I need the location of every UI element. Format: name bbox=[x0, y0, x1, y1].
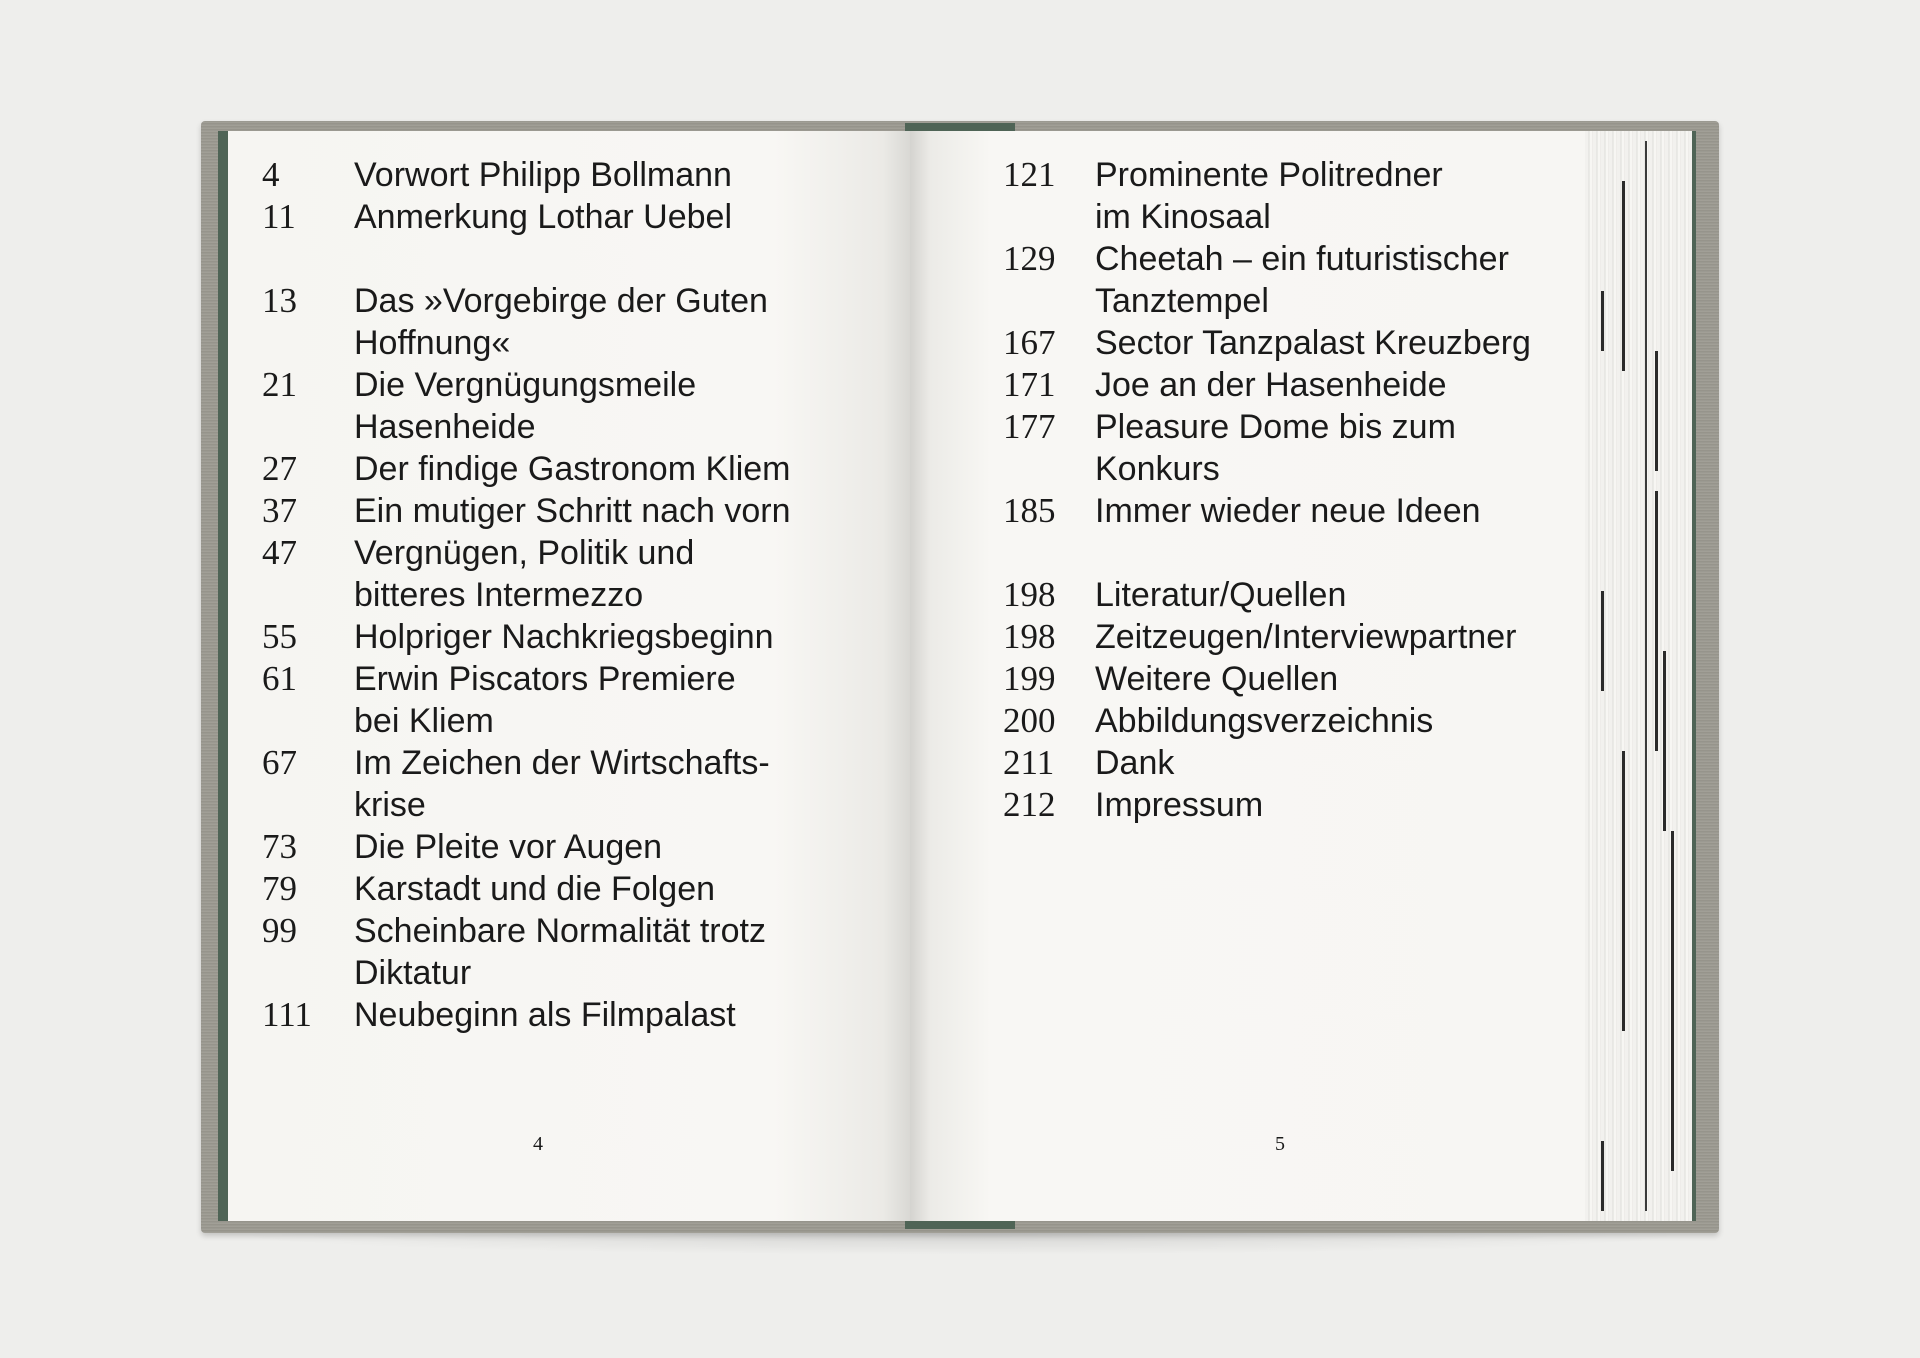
toc-page-number: 79 bbox=[262, 869, 297, 908]
toc-title: Zeitzeugen/Interviewpartner bbox=[1095, 618, 1517, 656]
toc-section-gap bbox=[1003, 532, 1531, 574]
toc-entry bbox=[1003, 700, 1531, 742]
toc-entry bbox=[262, 448, 791, 490]
toc-title: Vergnügen, Politik und bitteres Intermezzo bbox=[354, 534, 695, 614]
toc-page-number: 129 bbox=[1003, 239, 1056, 278]
toc-page-number: 199 bbox=[1003, 659, 1056, 698]
toc-entry bbox=[1003, 784, 1531, 826]
tab-marker bbox=[1601, 291, 1604, 351]
toc-entry bbox=[1003, 742, 1531, 784]
toc-entry bbox=[262, 196, 791, 238]
toc-page-number: 212 bbox=[1003, 785, 1056, 824]
toc-entry bbox=[1003, 616, 1531, 658]
toc-title: Literatur/Quellen bbox=[1095, 576, 1347, 614]
toc-entry bbox=[1003, 238, 1531, 322]
toc-page-number: 111 bbox=[262, 995, 312, 1034]
toc-entry bbox=[1003, 406, 1531, 490]
spine-tailband bbox=[905, 1221, 1015, 1229]
toc-title: Karstadt und die Folgen bbox=[354, 870, 716, 908]
toc-page-number: 198 bbox=[1003, 575, 1056, 614]
toc-entry bbox=[262, 994, 791, 1036]
toc-title: Weitere Quellen bbox=[1095, 660, 1339, 698]
toc-title: Anmerkung Lothar Uebel bbox=[354, 198, 733, 236]
toc-entry bbox=[1003, 658, 1531, 700]
toc-page-number: 121 bbox=[1003, 155, 1056, 194]
toc-page-number: 47 bbox=[262, 533, 297, 572]
toc-page-number: 27 bbox=[262, 449, 297, 488]
toc-title: Im Zeichen der Wirtschafts- krise bbox=[354, 744, 770, 824]
toc-page-number: 177 bbox=[1003, 407, 1056, 446]
toc-page-number: 73 bbox=[262, 827, 297, 866]
toc-entry bbox=[262, 826, 791, 868]
toc-title: Immer wieder neue Ideen bbox=[1095, 492, 1481, 530]
toc-title: Die Vergnügungsmeile Hasenheide bbox=[354, 366, 697, 446]
toc-title: Erwin Piscators Premiere bei Kliem bbox=[354, 660, 736, 740]
toc-entry bbox=[262, 490, 791, 532]
toc-page-number: 11 bbox=[262, 197, 296, 236]
toc-page-number: 99 bbox=[262, 911, 297, 950]
toc-entry bbox=[262, 910, 791, 994]
toc-title: Prominente Politredner im Kinosaal bbox=[1095, 156, 1443, 236]
toc-page-number: 211 bbox=[1003, 743, 1055, 782]
page-number-left: 4 bbox=[533, 1133, 543, 1155]
toc-title: Holpriger Nachkriegsbeginn bbox=[354, 618, 774, 656]
table-of-contents-right bbox=[1003, 154, 1531, 826]
toc-entry bbox=[262, 616, 791, 658]
toc-page-number: 200 bbox=[1003, 701, 1056, 740]
toc-entry bbox=[262, 658, 791, 742]
page-number-right: 5 bbox=[1275, 1133, 1285, 1155]
tab-marker bbox=[1622, 751, 1625, 1031]
tab-marker bbox=[1655, 351, 1658, 471]
tab-marker bbox=[1655, 491, 1658, 751]
toc-page-number: 185 bbox=[1003, 491, 1056, 530]
toc-entry bbox=[262, 868, 791, 910]
toc-title: Sector Tanzpalast Kreuzberg bbox=[1095, 324, 1531, 362]
toc-section-gap bbox=[262, 238, 791, 280]
toc-entry bbox=[262, 280, 791, 364]
toc-page-number: 21 bbox=[262, 365, 297, 404]
toc-title: Pleasure Dome bis zum Konkurs bbox=[1095, 408, 1456, 488]
toc-page-number: 198 bbox=[1003, 617, 1056, 656]
table-of-contents-left bbox=[262, 154, 791, 1036]
toc-entry bbox=[1003, 154, 1531, 238]
toc-page-number: 67 bbox=[262, 743, 297, 782]
toc-page-number: 171 bbox=[1003, 365, 1056, 404]
toc-page-number: 4 bbox=[262, 155, 280, 194]
tab-marker bbox=[1601, 591, 1604, 691]
toc-title: Abbildungsverzeichnis bbox=[1095, 702, 1434, 740]
tab-marker bbox=[1645, 141, 1647, 1211]
toc-title: Das »Vorgebirge der Guten Hoffnung« bbox=[354, 282, 768, 362]
spine-headband bbox=[905, 123, 1015, 131]
tab-marker bbox=[1622, 181, 1625, 371]
toc-title: Impressum bbox=[1095, 786, 1264, 824]
toc-title: Die Pleite vor Augen bbox=[354, 828, 663, 866]
toc-title: Cheetah – ein futuristischer Tanztempel bbox=[1095, 240, 1509, 320]
toc-page-number: 37 bbox=[262, 491, 297, 530]
tab-marker bbox=[1601, 1141, 1604, 1211]
toc-page-number: 55 bbox=[262, 617, 297, 656]
toc-page-number: 13 bbox=[262, 281, 297, 320]
toc-page-number: 61 bbox=[262, 659, 297, 698]
toc-entry bbox=[1003, 574, 1531, 616]
toc-title: Scheinbare Normalität trotz Diktatur bbox=[354, 912, 766, 992]
toc-entry bbox=[1003, 490, 1531, 532]
toc-entry bbox=[1003, 322, 1531, 364]
page-edge-stack bbox=[1585, 131, 1692, 1221]
toc-entry bbox=[262, 532, 791, 616]
toc-entry bbox=[262, 364, 791, 448]
tab-marker bbox=[1663, 651, 1666, 831]
toc-entry bbox=[262, 154, 791, 196]
toc-entry bbox=[1003, 364, 1531, 406]
toc-title: Joe an der Hasenheide bbox=[1095, 366, 1447, 404]
toc-title: Vorwort Philipp Bollmann bbox=[354, 156, 732, 194]
tab-marker bbox=[1671, 831, 1674, 1171]
toc-entry bbox=[262, 742, 791, 826]
toc-title: Dank bbox=[1095, 744, 1175, 782]
toc-page-number: 167 bbox=[1003, 323, 1056, 362]
toc-title: Neubeginn als Filmpalast bbox=[354, 996, 736, 1034]
toc-title: Ein mutiger Schritt nach vorn bbox=[354, 492, 791, 530]
toc-title: Der findige Gastronom Kliem bbox=[354, 450, 791, 488]
